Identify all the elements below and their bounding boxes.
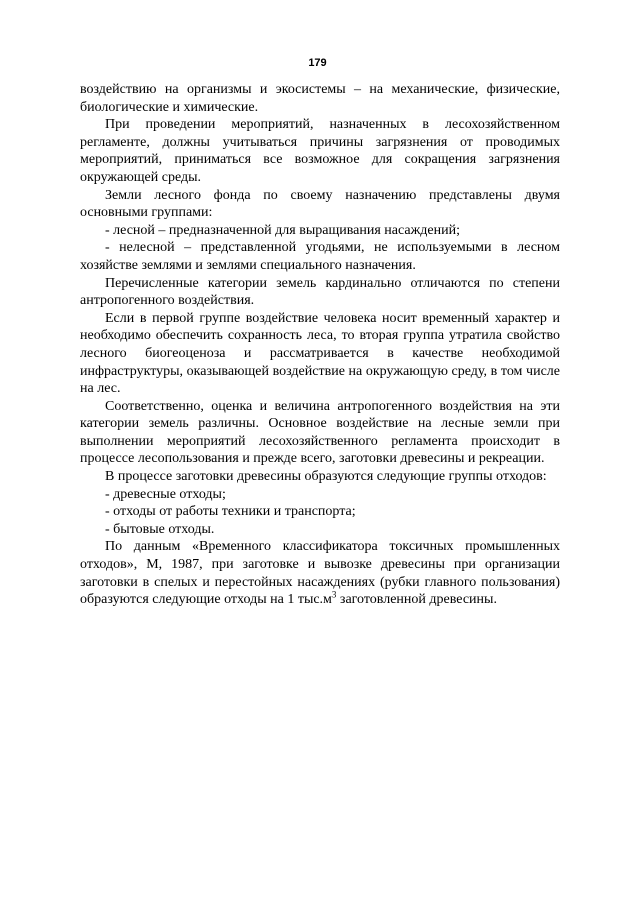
paragraph-first-group: Если в первой группе воздействие человека носит временный характер и необходимо обеспечить сохранность леса, то вторая группа утратила свойство лесного биогеоценоза и рассматривается в качестве необходимой инфраструктуры, оказывающей воздействие на окружающую среду, в том числе на лес. [80,310,560,397]
list-item-wood-waste: - древесные отходы; [105,486,226,502]
classifier-tail: заготовленной древесины. [336,592,497,608]
paragraph-waste-groups: В процессе заготовки древесины образуются следующие группы отходов: [105,469,547,485]
paragraph-land-categories: Перечисленные категории земель кардинально отличаются по степени антропогенного воздействия. [80,275,560,309]
paragraph-impact-assessment: Соответственно, оценка и величина антропогенного воздействия на эти категории земель различны. Основное воздействие на лесные земли при выполнении мероприятий лесохозяйственного регламента происходит в процессе лесопользования и прежде всего, заготовки древесины и рекреации. [80,398,560,467]
list-item-forest-land: - лесной – предназначенной для выращивания насаждений; [105,222,460,238]
paragraph-land-groups: Земли лесного фонда по своему назначению представлены двумя основными группами: [80,187,560,221]
page-number: 179 [308,57,327,69]
list-item-household-waste: - бытовые отходы. [105,521,215,537]
list-item-non-forest-land: - нелесной – представленной угодьями, не используемыми в лесном хозяйстве землями и землями специального назначения. [80,240,560,273]
classifier-text: По данным «Временного классификатора токсичных промышленных отходов», М, 1987, при заготовке и вывозке древесины при организации заготовки в спелых и перестойных насаждениях (рубки главного пользования) образуются следующие отходы на 1 тыс.м [80,539,560,608]
list-item-machinery-waste: - отходы от работы техники и транспорта; [105,504,356,520]
paragraph-continuation: воздействию на организмы и экосистемы – на механические, физические, биологические и химические. [80,82,560,115]
paragraph-classifier [80,538,560,608]
body-text [80,81,560,609]
cubic-superscript: 3 [331,589,337,600]
paragraph-pollution-measures: При проведении мероприятий, назначенных в лесохозяйственном регламенте, должны учитываться причины загрязнения от проводимых мероприятий, приниматься все возможное для сокращения загрязнения окружающей среды. [80,117,560,185]
